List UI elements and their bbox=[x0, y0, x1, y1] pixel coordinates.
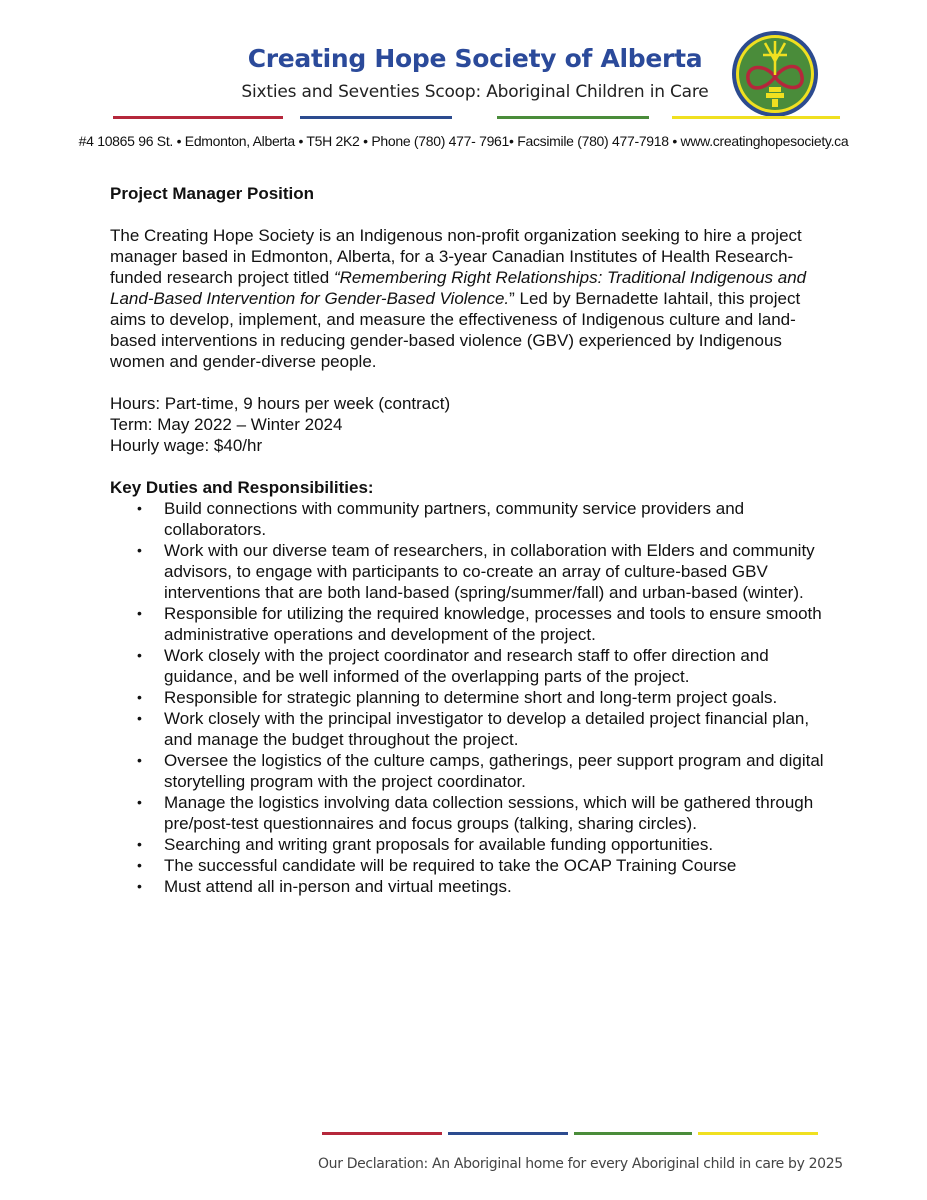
footer-bar-yellow bbox=[698, 1132, 818, 1135]
header-bar-blue bbox=[300, 116, 452, 119]
job-details bbox=[110, 393, 830, 456]
list-item bbox=[137, 876, 830, 897]
bullet-icon: • bbox=[137, 647, 142, 663]
bullet-icon: • bbox=[137, 689, 142, 705]
duty-text: Build connections with community partners, community service providers and collaborators. bbox=[164, 499, 745, 539]
duty-text: Responsible for strategic planning to determine short and long-term project goals. bbox=[164, 688, 778, 707]
footer-declaration: Our Declaration: An Aboriginal home for every Aboriginal child in care by 2025 bbox=[318, 1156, 843, 1172]
bullet-icon: • bbox=[137, 857, 142, 873]
intro-text-1: The Creating Hope Society is an Indigenous non-profit organization seeking to hire a project manager based in Edmonton, Alberta, for a 3-year Canadian Institutes of Health Research-funded research project titled bbox=[110, 226, 802, 287]
hours-line: Hours: Part-time, 9 hours per week (contract) bbox=[110, 394, 451, 413]
list-item bbox=[137, 498, 830, 540]
list-item bbox=[137, 708, 830, 750]
duty-text: Oversee the logistics of the culture camps, gatherings, peer support program and digital storytelling program with the project coordinator. bbox=[164, 751, 824, 791]
header-bar-green bbox=[497, 116, 649, 119]
wage-line: Hourly wage: $40/hr bbox=[110, 436, 263, 455]
list-item bbox=[137, 687, 830, 708]
org-name: Creating Hope Society of Alberta bbox=[247, 44, 703, 73]
bullet-icon: • bbox=[137, 605, 142, 621]
bullet-icon: • bbox=[137, 836, 142, 852]
duty-text: Searching and writing grant proposals for available funding opportunities. bbox=[164, 835, 714, 854]
bullet-icon: • bbox=[137, 794, 142, 810]
header-bar-red bbox=[113, 116, 283, 119]
society-logo-icon bbox=[730, 29, 820, 119]
project-title: “Remembering Right Relationships: Traditional Indigenous and Land-Based Intervention for Gender-Based Violence. bbox=[110, 268, 807, 308]
bullet-icon: • bbox=[137, 752, 142, 768]
bullet-icon: • bbox=[137, 878, 142, 894]
list-item bbox=[137, 834, 830, 855]
org-tagline: Sixties and Seventies Scoop: Aboriginal Children in Care bbox=[241, 82, 709, 102]
header-bar-yellow bbox=[672, 116, 840, 119]
term-line: Term: May 2022 – Winter 2024 bbox=[110, 415, 343, 434]
footer-bar-blue bbox=[448, 1132, 568, 1135]
duty-text: The successful candidate will be required to take the OCAP Training Course bbox=[164, 856, 737, 875]
list-item bbox=[137, 855, 830, 876]
position-title: Project Manager Position bbox=[110, 184, 315, 203]
footer-bar-red bbox=[322, 1132, 442, 1135]
bullet-icon: • bbox=[137, 710, 142, 726]
list-item bbox=[137, 603, 830, 645]
bullet-icon: • bbox=[137, 542, 142, 558]
list-item bbox=[137, 750, 830, 792]
duties-list bbox=[110, 498, 830, 897]
list-item bbox=[137, 792, 830, 834]
bullet-icon: • bbox=[137, 500, 142, 516]
intro-paragraph bbox=[110, 225, 830, 372]
duty-text: Must attend all in-person and virtual meetings. bbox=[164, 877, 512, 896]
document-body bbox=[110, 183, 830, 897]
list-item bbox=[137, 645, 830, 687]
list-item bbox=[137, 540, 830, 603]
duty-text: Work closely with the project coordinator and research staff to offer direction and guidance, and be well informed of the overlapping parts of the project. bbox=[164, 646, 769, 686]
address-line: #4 10865 96 St. • Edmonton, Alberta • T5H 2K2 • Phone (780) 477- 7961• Facsimile (780) 477-7918 • www.creatinghopesociety.ca bbox=[78, 133, 849, 149]
duty-text: Manage the logistics involving data collection sessions, which will be gathered through pre/post-test questionnaires and focus groups (talking, sharing circles). bbox=[164, 793, 814, 833]
duty-text: Work closely with the principal investigator to develop a detailed project financial plan, and manage the budget throughout the project. bbox=[164, 709, 810, 749]
duty-text: Responsible for utilizing the required knowledge, processes and tools to ensure smooth administrative operations and development of the project. bbox=[164, 604, 822, 644]
footer-bar-green bbox=[574, 1132, 692, 1135]
duties-heading: Key Duties and Responsibilities: bbox=[110, 478, 374, 497]
intro-text-2: ” Led by Bernadette Iahtail, this project aims to develop, implement, and measure the effectiveness of Indigenous culture and land-based interventions in reducing gender-based violence (GBV) experienced by Indigenous women and gender-diverse people. bbox=[110, 289, 801, 371]
duty-text: Work with our diverse team of researchers, in collaboration with Elders and community advisors, to engage with participants to co-create an array of culture-based GBV interventions that are both land-based (spring/summer/fall) and urban-based (winter). bbox=[164, 541, 815, 602]
